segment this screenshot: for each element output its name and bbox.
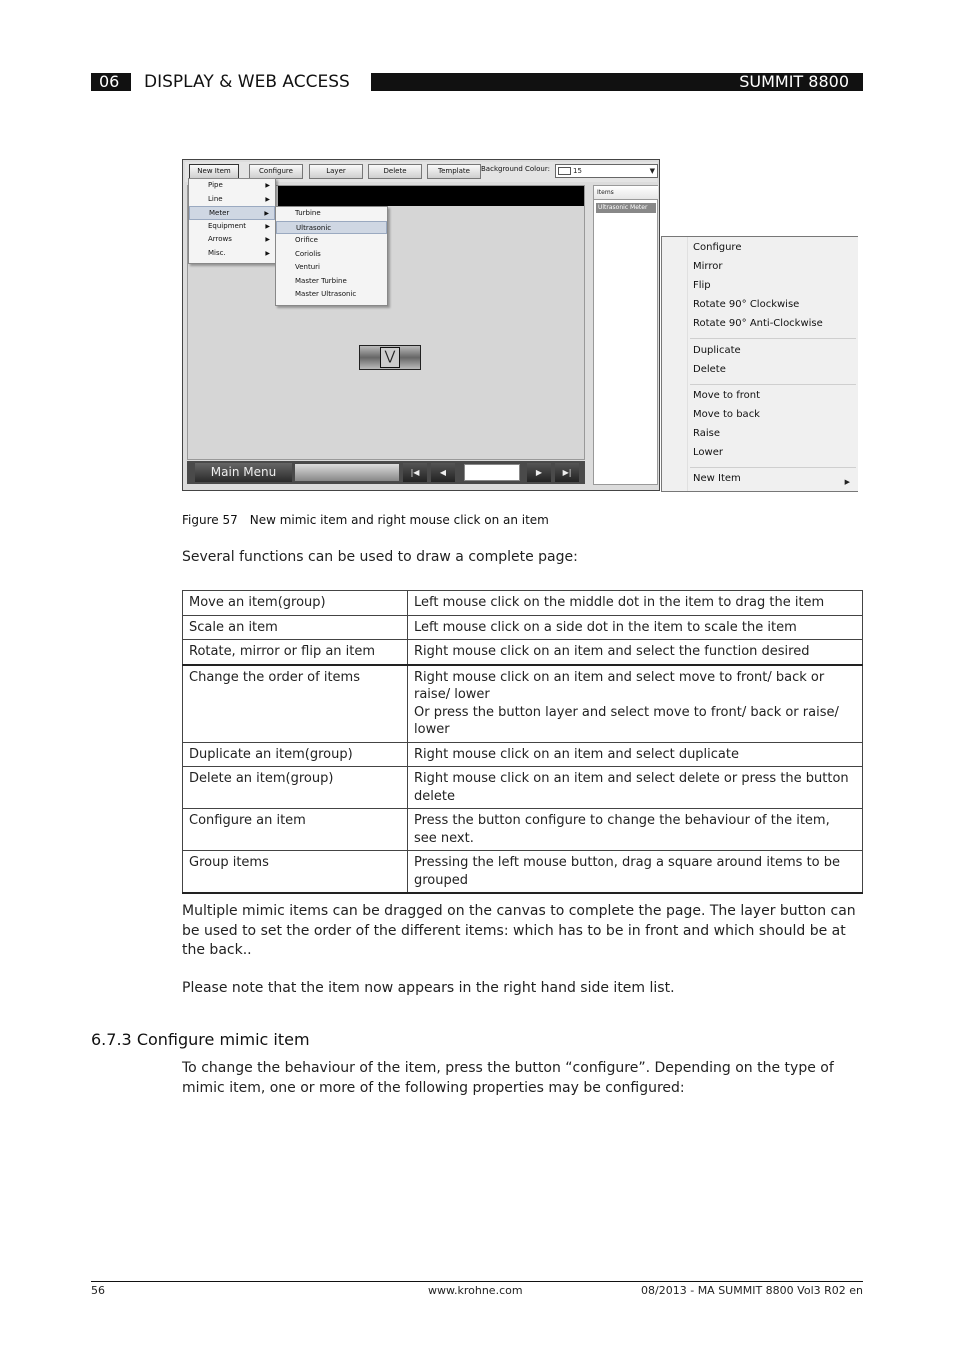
ctx-duplicate[interactable]: Duplicate	[693, 345, 741, 356]
submenu-item-master-turbine[interactable]: Master Turbine	[295, 276, 347, 285]
footer-rule	[91, 1281, 863, 1282]
section-number: 6.7.3	[91, 1030, 132, 1049]
function-cell: Configure an item	[183, 809, 408, 851]
table-row	[183, 615, 863, 640]
chevron-right-icon: ▶	[264, 210, 269, 217]
description-cell: Right mouse click on an item and select move to front/ back or raise/ lower Or press the button layer and select move to front/ back or raise/ lower	[408, 665, 863, 743]
function-cell: Group items	[183, 851, 408, 894]
ctx-mirror[interactable]: Mirror	[693, 261, 723, 272]
chevron-right-icon: ▶	[265, 182, 270, 189]
chevron-right-icon: ▶	[265, 222, 270, 230]
section-title: Configure mimic item	[136, 1030, 310, 1049]
ctx-lower[interactable]: Lower	[693, 447, 723, 458]
function-cell: Change the order of items	[183, 665, 408, 743]
header-bar	[371, 73, 721, 91]
ctx-delete[interactable]: Delete	[693, 364, 726, 375]
description-cell: Right mouse click on an item and select the function desired	[408, 640, 863, 665]
last-page-icon[interactable]: ▶|	[555, 463, 579, 482]
table-row	[183, 809, 863, 851]
layer-button[interactable]: Layer	[309, 164, 363, 179]
function-cell: Move an item(group)	[183, 591, 408, 616]
description-cell: Right mouse click on an item and select delete or press the button delete	[408, 767, 863, 809]
function-cell: Delete an item(group)	[183, 767, 408, 809]
colour-swatch	[558, 167, 571, 175]
ctx-rotate-anticlockwise[interactable]: Rotate 90° Anti-Clockwise	[693, 318, 823, 329]
table-row	[183, 851, 863, 894]
description-cell: Left mouse click on the middle dot in the item to drag the item	[408, 591, 863, 616]
submenu-item-ultrasonic[interactable]: Ultrasonic	[276, 221, 387, 235]
meter-icon: ⋁	[380, 347, 400, 368]
menu-separator	[690, 338, 856, 339]
canvas-header-bar	[278, 186, 584, 206]
items-list-header: Items	[594, 186, 658, 200]
table-row	[183, 742, 863, 767]
menu-item-line[interactable]: Line ▶	[189, 193, 275, 207]
prev-page-icon[interactable]: ◀	[431, 463, 455, 482]
ctx-raise[interactable]: Raise	[693, 428, 720, 439]
page-header	[91, 73, 863, 91]
navigation-bar	[187, 461, 585, 484]
menu-separator	[690, 467, 856, 468]
function-cell: Duplicate an item(group)	[183, 742, 408, 767]
next-page-icon[interactable]: ▶	[527, 463, 551, 482]
meter-submenu	[275, 206, 388, 306]
chapter-number: 06	[91, 73, 131, 91]
menu-item-pipe[interactable]: Pipe ▶	[189, 179, 275, 193]
items-list-row[interactable]: Ultrasonic Meter	[596, 203, 656, 213]
description-cell: Left mouse click on a side dot in the item to scale the item	[408, 615, 863, 640]
figure-caption-text: New mimic item and right mouse click on an item	[249, 513, 549, 527]
delete-button[interactable]: Delete	[368, 164, 422, 179]
main-menu-button[interactable]: Main Menu	[195, 463, 292, 482]
footer-doc-ref: 08/2013 - MA SUMMIT 8800 Vol3 R02 en	[641, 1284, 863, 1297]
new-item-button[interactable]: New Item	[189, 164, 239, 179]
ctx-move-to-back[interactable]: Move to back	[693, 409, 760, 420]
function-cell: Scale an item	[183, 615, 408, 640]
ctx-configure[interactable]: Configure	[693, 242, 742, 253]
context-menu	[661, 236, 858, 492]
description-cell: Right mouse click on an item and select duplicate	[408, 742, 863, 767]
first-page-icon[interactable]: |◀	[403, 463, 427, 482]
menu-item-misc[interactable]: Misc. ▶	[189, 247, 275, 261]
template-button[interactable]: Template	[427, 164, 481, 179]
figure-screenshot	[182, 159, 660, 491]
chevron-down-icon: ▼	[649, 167, 655, 175]
figure-caption	[182, 513, 561, 527]
chevron-right-icon: ▶	[844, 478, 850, 486]
page-number: 56	[91, 1284, 105, 1297]
chevron-right-icon: ▶	[265, 249, 270, 257]
chapter-title: DISPLAY & WEB ACCESS	[144, 72, 350, 92]
ctx-flip[interactable]: Flip	[693, 280, 711, 291]
nav-track	[295, 464, 399, 481]
paragraph-item-list: Please note that the item now appears in the right hand side item list.	[182, 980, 675, 996]
ultrasonic-meter-item[interactable]	[359, 345, 421, 370]
menu-separator	[690, 384, 856, 385]
ctx-new-item[interactable]: New Item	[693, 473, 741, 484]
table-row	[183, 767, 863, 809]
ctx-move-to-front[interactable]: Move to front	[693, 390, 761, 401]
menu-item-arrows[interactable]: Arrows ▶	[189, 233, 275, 247]
ctx-rotate-clockwise[interactable]: Rotate 90° Clockwise	[693, 299, 800, 310]
table-row	[183, 640, 863, 665]
description-cell: Pressing the left mouse button, drag a square around items to be grouped	[408, 851, 863, 894]
menu-item-meter[interactable]: Meter ▶	[189, 206, 275, 220]
items-list-panel	[593, 185, 658, 485]
submenu-item-venturi[interactable]: Venturi	[295, 263, 320, 271]
background-colour-select[interactable]	[555, 164, 658, 178]
function-cell: Rotate, mirror or flip an item	[183, 640, 408, 665]
section-heading	[91, 1030, 310, 1049]
table-row	[183, 591, 863, 616]
submenu-item-orifice[interactable]: Orifice	[295, 236, 318, 244]
intro-text: Several functions can be used to draw a complete page:	[182, 549, 578, 565]
footer-website: www.krohne.com	[428, 1284, 523, 1297]
configure-button[interactable]: Configure	[249, 164, 303, 179]
submenu-item-turbine[interactable]: Turbine	[295, 209, 321, 217]
page-field[interactable]	[464, 464, 520, 481]
functions-table	[182, 590, 863, 894]
document-title: SUMMIT 8800	[721, 73, 863, 91]
section-body: To change the behaviour of the item, press the button “configure”. Depending on the type of mimic item, one or more of the following properties may be configured:	[182, 1060, 834, 1096]
figure-label: Figure 57	[182, 513, 238, 527]
table-row	[183, 665, 863, 743]
menu-gutter	[662, 237, 688, 491]
background-colour-value: 15	[573, 167, 582, 175]
chevron-right-icon: ▶	[265, 236, 270, 243]
chevron-right-icon: ▶	[265, 195, 270, 203]
menu-item-equipment[interactable]: Equipment ▶	[189, 220, 275, 234]
background-colour-label: Background Colour:	[481, 165, 550, 173]
description-cell: Press the button configure to change the behaviour of the item, see next.	[408, 809, 863, 851]
submenu-item-coriolis[interactable]: Coriolis	[295, 249, 321, 258]
new-item-menu	[188, 178, 276, 264]
paragraph-drag-items: Multiple mimic items can be dragged on the canvas to complete the page. The layer button can be used to set the order of the different items: which has to be in front and which should be at the back..	[182, 903, 856, 958]
submenu-item-master-ultrasonic[interactable]: Master Ultrasonic	[295, 290, 357, 298]
